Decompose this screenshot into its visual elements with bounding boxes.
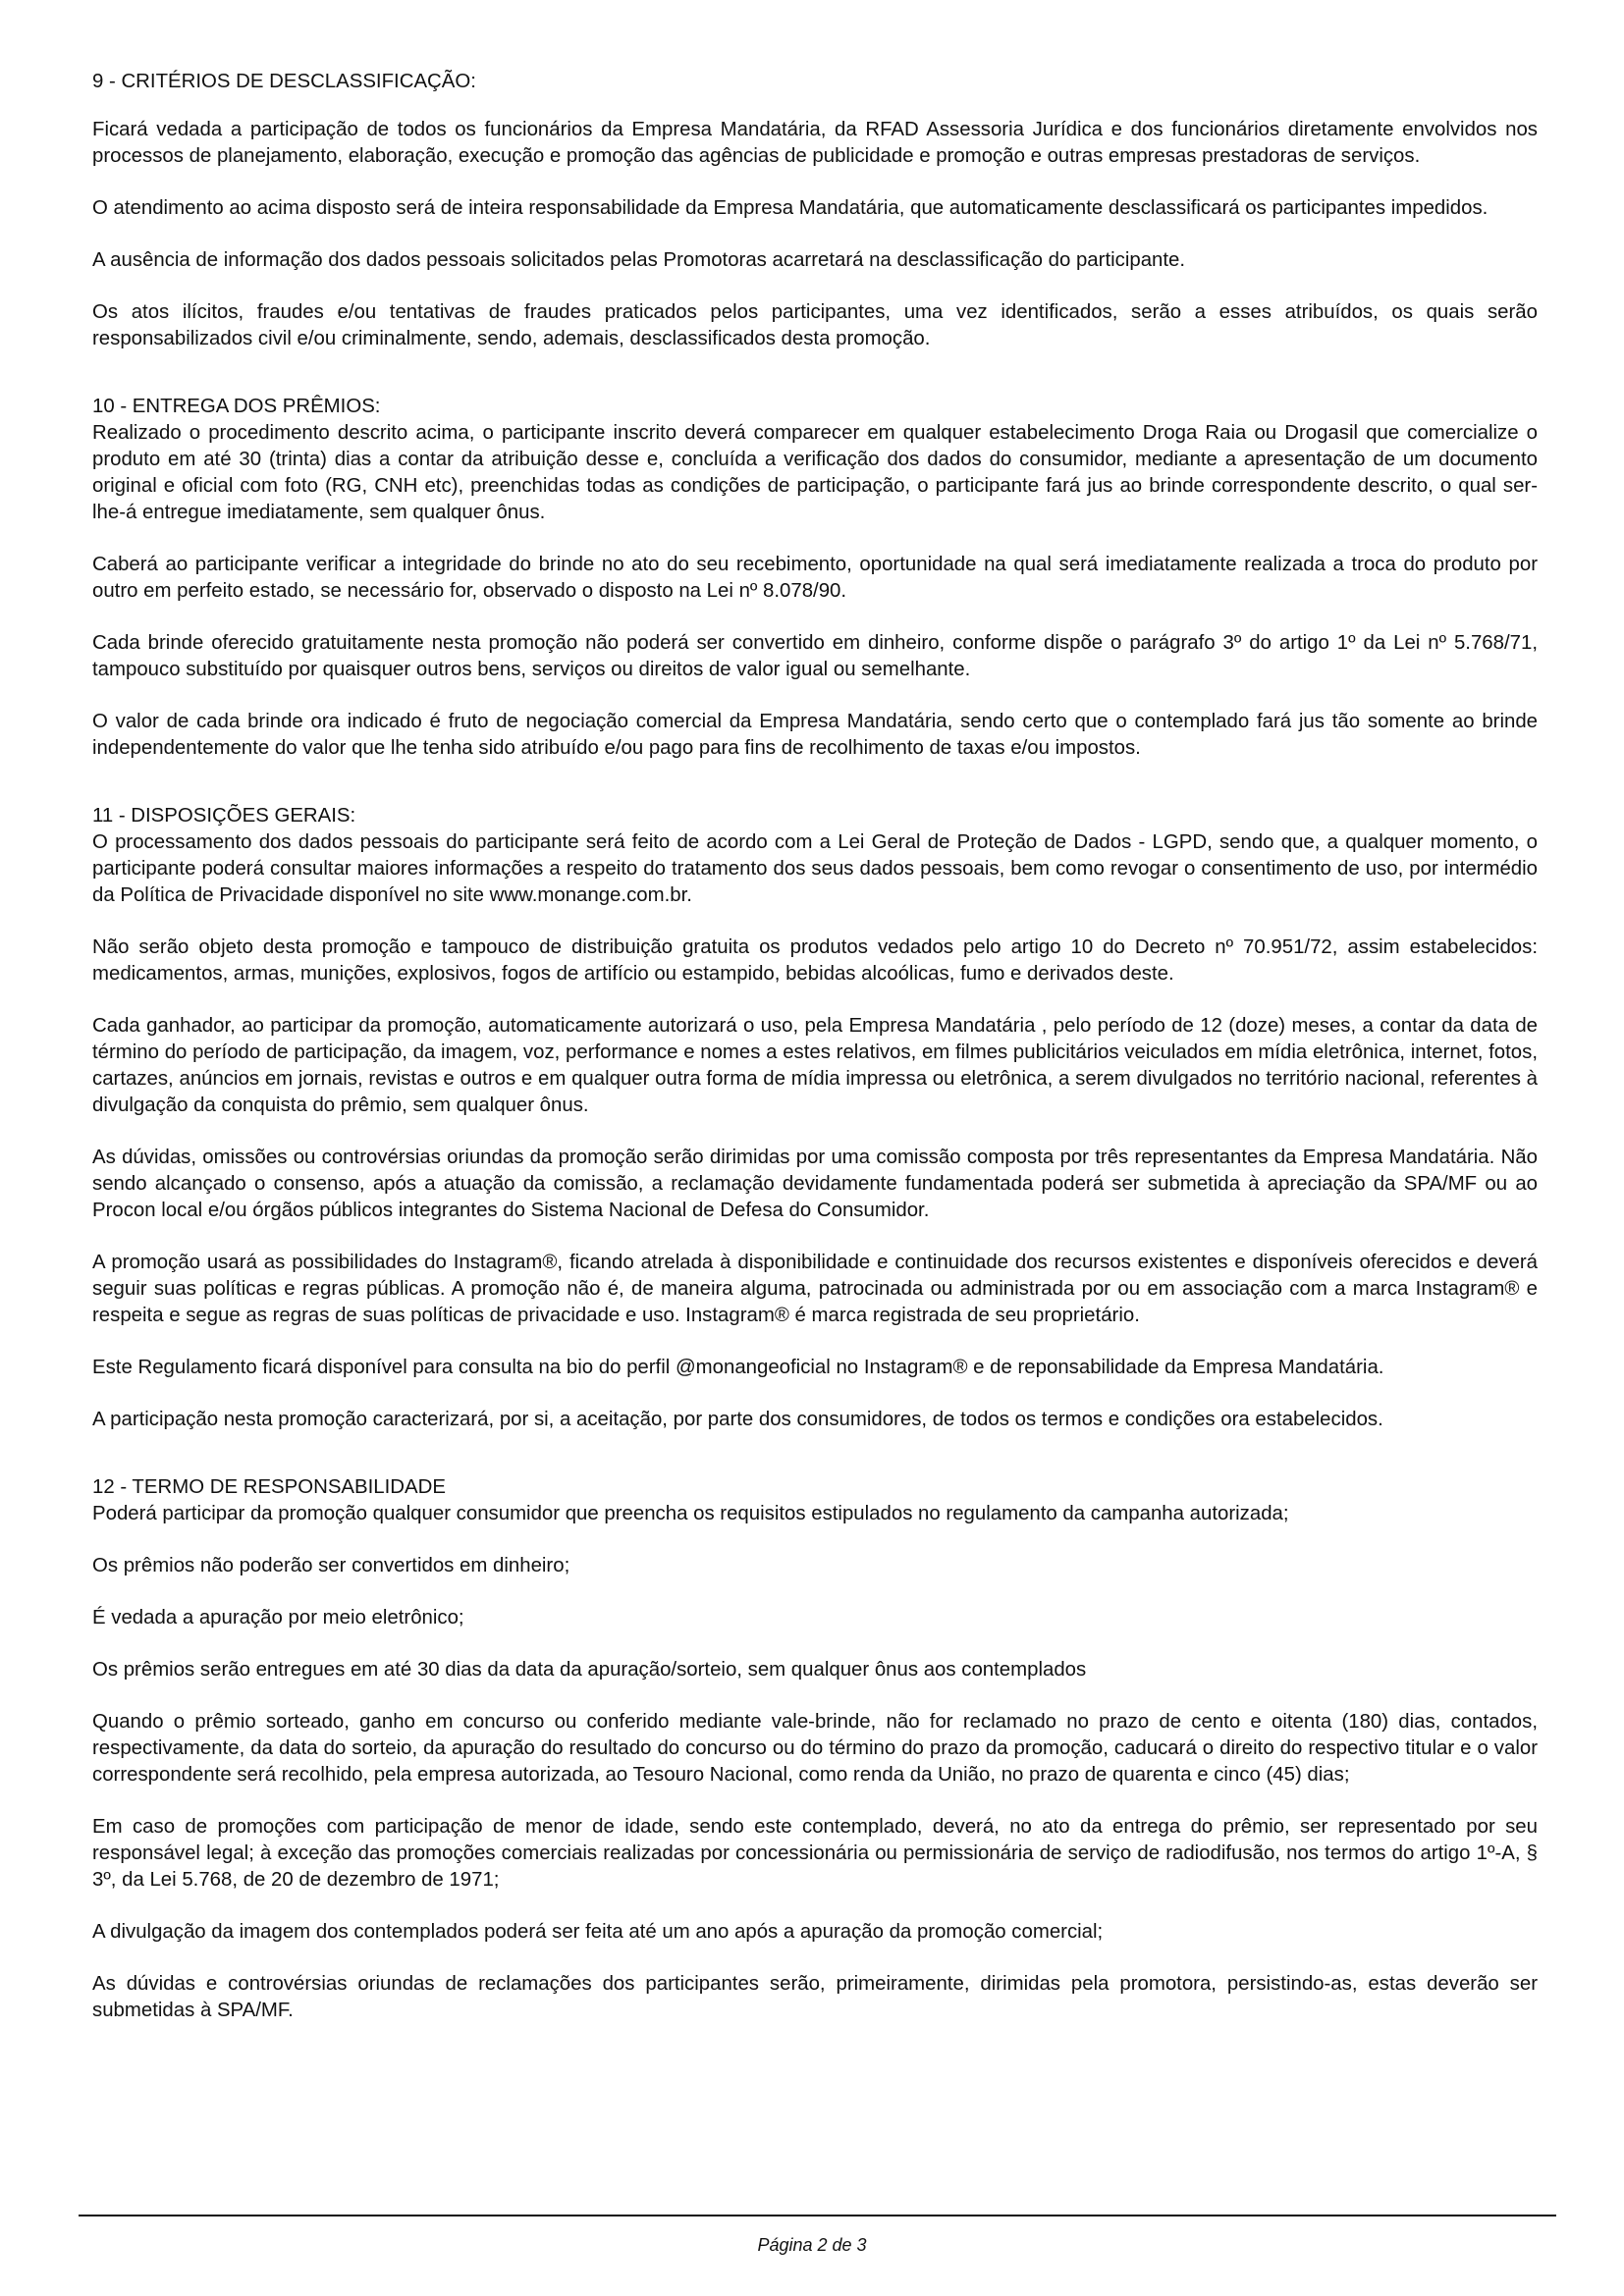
- document-body: [92, 69, 1538, 2024]
- footer-divider: [79, 2215, 1556, 2216]
- section-heading: 10 - ENTREGA DOS PRÊMIOS:: [92, 396, 381, 417]
- paragraph: A participação nesta promoção caracterizará, por si, a aceitação, por parte dos consumidores, de todos os termos e condições ora estabelecidos.: [92, 1409, 1383, 1430]
- paragraph: É vedada a apuração por meio eletrônico;: [92, 1607, 464, 1629]
- paragraph: Cada ganhador, ao participar da promoção, automaticamente autorizará o uso, pela Empresa Mandatária , pelo período de 12 (doze) meses, a contar da data de término do período de participação, da imagem, voz, performance e nomes a estes relativos, em filmes publicitários veiculados em mídia eletrônica, internet, fotos, cartazes, anúncios em jornais, revistas e outros e em qualquer outra forma de mídia impressa ou eletrônica, a serem divulgados no território nacional, referentes à divulgação da conquista do prêmio, sem qualquer ônus.: [92, 1015, 1538, 1116]
- paragraph: Não serão objeto desta promoção e tampouco de distribuição gratuita os produtos vedados pelo artigo 10 do Decreto nº 70.951/72, assim estabelecidos: medicamentos, armas, munições, explosivos, fogos de artifício ou estampido, bebidas alcoólicas, fumo e derivados deste.: [92, 936, 1538, 985]
- section-desclassificacao: [92, 69, 1538, 352]
- paragraph: Os prêmios serão entregues em até 30 dias da data da apuração/sorteio, sem qualquer ônus aos contemplados: [92, 1659, 1087, 1681]
- paragraph: A promoção usará as possibilidades do Instagram®, ficando atrelada à disponibilidade e continuidade dos recursos existentes e disponíveis oferecidos e deverá seguir suas políticas e regras públicas. A promoção não é, de maneira alguma, patrocinada ou administrada por ou em associação com a marca Instagram® e respeita e segue as regras de suas políticas de privacidade e uso. Instagram® é marca registrada de seu proprietário.: [92, 1252, 1538, 1326]
- paragraph: O processamento dos dados pessoais do participante será feito de acordo com a Lei Geral de Proteção de Dados - LGPD, sendo que, a qualquer momento, o participante poderá consultar maiores informações a respeito do tratamento dos seus dados pessoais, bem como revogar o consentimento de uso, por intermédio da Política de Privacidade disponível no site www.monange.com.br.: [92, 831, 1538, 906]
- paragraph: O atendimento ao acima disposto será de inteira responsabilidade da Empresa Mandatária, que automaticamente desclassificará os participantes impedidos.: [92, 197, 1489, 219]
- paragraph: Em caso de promoções com participação de menor de idade, sendo este contemplado, deverá, no ato da entrega do prêmio, ser representado por seu responsável legal; à exceção das promoções comerciais realizadas por concessionária ou permissionária de serviço de radiodifusão, nos termos do artigo 1º-A, § 3º, da Lei 5.768, de 20 de dezembro de 1971;: [92, 1816, 1538, 1891]
- page-number: Página 2 de 3: [757, 2235, 867, 2255]
- paragraph: Este Regulamento ficará disponível para consulta na bio do perfil @monangeoficial no Instagram® e de reponsabilidade da Empresa Mandatária.: [92, 1357, 1384, 1378]
- paragraph: Quando o prêmio sorteado, ganho em concurso ou conferido mediante vale-brinde, não for reclamado no prazo de cento e oitenta (180) dias, contados, respectivamente, da data do sorteio, da apuração do resultado do concurso ou do término do prazo da promoção, caducará o direito do respectivo titular e o valor correspondente será recolhido, pela empresa autorizada, ao Tesouro Nacional, como renda da União, no prazo de quarenta e cinco (45) dias;: [92, 1711, 1538, 1786]
- paragraph: Os atos ilícitos, fraudes e/ou tentativas de fraudes praticados pelos participantes, uma vez identificados, serão a esses atribuídos, os quais serão responsabilizados civil e/ou criminalmente, sendo, ademais, desclassificados desta promoção.: [92, 301, 1538, 349]
- paragraph: A divulgação da imagem dos contemplados poderá ser feita até um ano após a apuração da promoção comercial;: [92, 1921, 1104, 1943]
- paragraph: Poderá participar da promoção qualquer consumidor que preencha os requisitos estipulados no regulamento da campanha autorizada;: [92, 1503, 1289, 1524]
- paragraph: Realizado o procedimento descrito acima, o participante inscrito deverá comparecer em qualquer estabelecimento Droga Raia ou Drogasil que comercialize o produto em até 30 (trinta) dias a contar da atribuição desse e, concluída a verificação dos dados do consumidor, mediante a apresentação de um documento original e oficial com foto (RG, CNH etc), preenchidas todas as condições de participação, o participante fará jus ao brinde correspondente descrito, o qual ser-lhe-á entregue imediatamente, sem qualquer ônus.: [92, 422, 1538, 523]
- paragraph: As dúvidas e controvérsias oriundas de reclamações dos participantes serão, primeiramente, dirimidas pela promotora, persistindo-as, estas deverão ser submetidas à SPA/MF.: [92, 1973, 1538, 2021]
- section-entrega-premios: [92, 394, 1538, 762]
- section-disposicoes-gerais: [92, 803, 1538, 1433]
- paragraph: As dúvidas, omissões ou controvérsias oriundas da promoção serão dirimidas por uma comissão composta por três representantes da Empresa Mandatária. Não sendo alcançado o consenso, após a atuação da comissão, a reclamação devidamente fundamentada poderá ser submetida à apreciação da SPA/MF ou ao Procon local e/ou órgãos públicos integrantes do Sistema Nacional de Defesa do Consumidor.: [92, 1147, 1538, 1221]
- section-heading: 12 - TERMO DE RESPONSABILIDADE: [92, 1476, 446, 1498]
- section-heading: 11 - DISPOSIÇÕES GERAIS:: [92, 805, 356, 827]
- paragraph: Caberá ao participante verificar a integridade do brinde no ato do seu recebimento, oportunidade na qual será imediatamente realizada a troca do produto por outro em perfeito estado, se necessário for, observado o disposto na Lei nº 8.078/90.: [92, 554, 1538, 602]
- paragraph: O valor de cada brinde ora indicado é fruto de negociação comercial da Empresa Mandatária, sendo certo que o contemplado fará jus tão somente ao brinde independentemente do valor que lhe tenha sido atribuído e/ou pago para fins de recolhimento de taxas e/ou impostos.: [92, 711, 1538, 759]
- section-heading: 9 - CRITÉRIOS DE DESCLASSIFICAÇÃO:: [92, 71, 476, 92]
- paragraph: Cada brinde oferecido gratuitamente nesta promoção não poderá ser convertido em dinheiro, conforme dispõe o parágrafo 3º do artigo 1º da Lei nº 5.768/71, tampouco substituído por quaisquer outros bens, serviços ou direitos de valor igual ou semelhante.: [92, 632, 1538, 680]
- paragraph: A ausência de informação dos dados pessoais solicitados pelas Promotoras acarretará na desclassificação do participante.: [92, 249, 1186, 271]
- section-termo-responsabilidade: [92, 1474, 1538, 2024]
- paragraph: Ficará vedada a participação de todos os funcionários da Empresa Mandatária, da RFAD Assessoria Jurídica e dos funcionários diretamente envolvidos nos processos de planejamento, elaboração, execução e promoção das agências de publicidade e promoção e outras empresas prestadoras de serviços.: [92, 119, 1538, 167]
- paragraph: Os prêmios não poderão ser convertidos em dinheiro;: [92, 1555, 570, 1576]
